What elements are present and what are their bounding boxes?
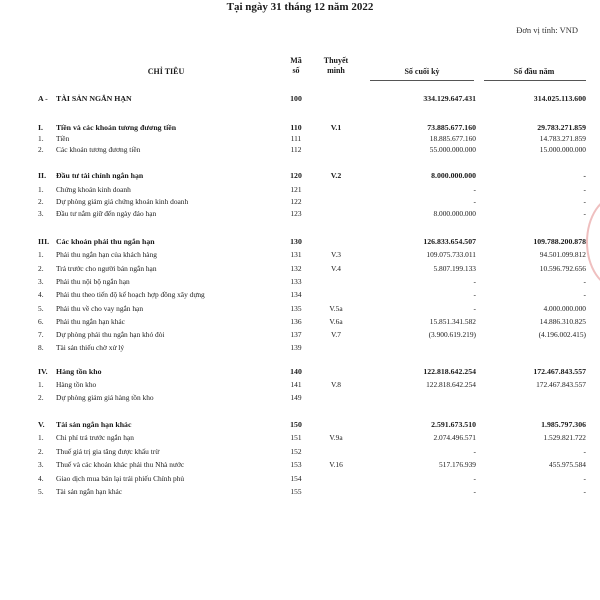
row-number: 3. xyxy=(38,277,44,286)
table-row xyxy=(0,432,600,443)
table-row xyxy=(0,473,600,484)
row-number: 2. xyxy=(38,393,44,402)
table-row xyxy=(0,196,600,207)
column-header-note-line2: minh xyxy=(327,65,345,75)
row-label: Tài sản ngắn hạn khác xyxy=(56,420,132,429)
row-end-value: 109.075.733.011 xyxy=(426,250,476,259)
row-label: Chứng khoán kinh doanh xyxy=(56,185,131,194)
row-code: 153 xyxy=(290,460,302,469)
column-header-code-line1: Mã xyxy=(290,56,302,65)
row-begin-value: 4.000.000.000 xyxy=(543,304,586,313)
row-end-value: (3.900.619.219) xyxy=(428,330,476,339)
row-code: 150 xyxy=(290,420,302,429)
row-end-value: 18.885.677.160 xyxy=(429,134,476,143)
row-end-value: - xyxy=(473,290,476,299)
row-number: 3. xyxy=(38,460,44,469)
row-begin-value: 10.596.792.656 xyxy=(539,264,586,273)
row-label: Thuế giá trị gia tăng được khấu trừ xyxy=(56,447,160,456)
row-begin-value: (4.196.002.415) xyxy=(538,330,586,339)
row-end-value: 2.591.673.510 xyxy=(431,420,476,429)
row-number: 1. xyxy=(38,250,44,259)
row-code: 100 xyxy=(290,94,302,103)
table-row xyxy=(0,329,600,340)
row-label: Đầu tư nắm giữ đến ngày đáo hạn xyxy=(56,209,157,218)
row-number: 5. xyxy=(38,487,44,496)
table-row xyxy=(0,144,600,155)
row-number: 7. xyxy=(38,330,44,339)
table-row xyxy=(0,133,600,144)
row-end-value: 122.818.642.254 xyxy=(423,367,476,376)
row-end-value: - xyxy=(473,197,476,206)
row-number: 2. xyxy=(38,145,44,154)
row-end-value: 2.074.496.571 xyxy=(433,433,476,442)
row-begin-value: 29.783.271.859 xyxy=(537,123,586,132)
row-note: V.7 xyxy=(331,330,341,339)
row-begin-value: 1.529.821.722 xyxy=(543,433,586,442)
table-row xyxy=(0,303,600,314)
row-number: 1. xyxy=(38,134,44,143)
row-code: 135 xyxy=(290,304,302,313)
row-code: 151 xyxy=(290,433,302,442)
row-code: 154 xyxy=(290,474,302,483)
row-number: 1. xyxy=(38,185,44,194)
row-number: 4. xyxy=(38,474,44,483)
row-number: 8. xyxy=(38,343,44,352)
row-code: 140 xyxy=(290,367,302,376)
row-number: V. xyxy=(38,420,45,429)
table-row xyxy=(0,342,600,353)
column-header-note xyxy=(316,56,356,75)
row-number: 2. xyxy=(38,197,44,206)
row-begin-value: - xyxy=(583,290,586,299)
row-number: 2. xyxy=(38,447,44,456)
row-code: 137 xyxy=(290,330,302,339)
row-note: V.9a xyxy=(329,433,343,442)
table-row xyxy=(0,170,600,181)
row-end-value: 5.807.199.133 xyxy=(433,264,476,273)
table-row xyxy=(0,263,600,274)
row-begin-value: 455.975.584 xyxy=(549,460,586,469)
row-label: Tiền xyxy=(56,134,70,143)
row-code: 155 xyxy=(290,487,302,496)
row-begin-value: 172.467.843.557 xyxy=(533,367,586,376)
column-header-code xyxy=(282,56,310,75)
table-row xyxy=(0,392,600,403)
row-label: Phải thu nội bộ ngắn hạn xyxy=(56,277,130,286)
row-label: Phải thu ngắn hạn khác xyxy=(56,317,125,326)
row-label: Dự phòng giảm giá chứng khoán kinh doanh xyxy=(56,197,189,206)
row-label: Phải thu về cho vay ngắn hạn xyxy=(56,304,144,313)
row-note: V.5a xyxy=(329,304,343,313)
row-label: Chi phí trả trước ngắn hạn xyxy=(56,433,134,442)
row-number: I. xyxy=(38,123,43,132)
row-end-value: - xyxy=(473,185,476,194)
row-number: III. xyxy=(38,237,50,246)
row-label: Tài sản ngắn hạn khác xyxy=(56,487,123,496)
row-label: Phải thu ngắn hạn của khách hàng xyxy=(56,250,157,259)
row-code: 130 xyxy=(290,237,302,246)
row-code: 112 xyxy=(290,145,302,154)
header-underline-begin xyxy=(484,80,586,81)
row-begin-value: - xyxy=(583,185,586,194)
row-code: 149 xyxy=(290,393,302,402)
header-underline-end xyxy=(370,80,474,81)
row-begin-value: - xyxy=(583,171,586,180)
row-note: V.4 xyxy=(331,264,341,273)
row-label: TÀI SẢN NGẮN HẠN xyxy=(56,94,132,103)
table-row xyxy=(0,236,600,247)
row-label: Thuế và các khoản khác phải thu Nhà nước xyxy=(56,460,185,469)
row-label: Trả trước cho người bán ngắn hạn xyxy=(56,264,157,273)
row-begin-value: 14.886.310.825 xyxy=(539,317,586,326)
row-code: 120 xyxy=(290,171,302,180)
row-end-value: 15.851.341.582 xyxy=(429,317,476,326)
row-end-value: 55.000.000.000 xyxy=(429,145,476,154)
row-end-value: - xyxy=(473,447,476,456)
report-date-heading: Tại ngày 31 tháng 12 năm 2022 xyxy=(226,1,374,13)
row-code: 131 xyxy=(290,250,302,259)
row-end-value: 517.176.939 xyxy=(439,460,476,469)
column-header-indicator: CHỈ TIÊU xyxy=(147,67,185,76)
row-code: 111 xyxy=(290,134,302,143)
currency-unit-note: Đơn vị tính: VND xyxy=(516,25,578,35)
row-code: 121 xyxy=(290,185,302,194)
row-label: Tài sản thiếu chờ xử lý xyxy=(56,343,125,352)
row-label: Các khoản phải thu ngắn hạn xyxy=(56,237,155,246)
row-label: Đầu tư tài chính ngắn hạn xyxy=(56,171,144,180)
row-code: 122 xyxy=(290,197,302,206)
row-code: 123 xyxy=(290,209,302,218)
row-begin-value: - xyxy=(583,197,586,206)
table-row xyxy=(0,184,600,195)
table-row xyxy=(0,486,600,497)
row-number: 3. xyxy=(38,209,44,218)
row-number: IV. xyxy=(38,367,48,376)
row-note: V.3 xyxy=(331,250,341,259)
row-code: 141 xyxy=(290,380,302,389)
row-number: 6. xyxy=(38,317,44,326)
table-row xyxy=(0,446,600,457)
row-number: 2. xyxy=(38,264,44,273)
table-row xyxy=(0,366,600,377)
row-end-value: 8.000.000.000 xyxy=(433,209,476,218)
row-end-value: - xyxy=(473,277,476,286)
row-label: Hàng tồn kho xyxy=(56,367,102,376)
table-row xyxy=(0,316,600,327)
column-header-code-line2: số xyxy=(292,65,300,75)
table-row xyxy=(0,419,600,430)
row-label: Hàng tồn kho xyxy=(56,380,97,389)
row-number: 1. xyxy=(38,380,44,389)
row-label: Tiền và các khoản tương đương tiền xyxy=(56,123,177,132)
row-end-value: 126.833.654.507 xyxy=(423,237,476,246)
row-label: Phải thu theo tiến độ kế hoạch hợp đồng xây dựng xyxy=(56,290,205,299)
row-number: II. xyxy=(38,171,47,180)
row-begin-value: 314.025.113.600 xyxy=(533,94,586,103)
row-end-value: 122.818.642.254 xyxy=(426,380,476,389)
row-note: V.6a xyxy=(329,317,343,326)
table-row xyxy=(0,379,600,390)
row-begin-value: 172.467.843.557 xyxy=(536,380,586,389)
row-code: 152 xyxy=(290,447,302,456)
row-begin-value: 15.000.000.000 xyxy=(539,145,586,154)
table-row xyxy=(0,249,600,260)
row-begin-value: - xyxy=(583,277,586,286)
row-begin-value: - xyxy=(583,474,586,483)
row-begin-value: - xyxy=(583,487,586,496)
row-number: 1. xyxy=(38,433,44,442)
row-number: A - xyxy=(38,94,48,103)
row-end-value: 334.129.647.431 xyxy=(423,94,476,103)
column-header-begin-year: Số đầu năm xyxy=(513,67,555,76)
row-begin-value: - xyxy=(583,447,586,456)
row-begin-value: 109.788.200.878 xyxy=(533,237,586,246)
row-label: Dự phòng giảm giá hàng tồn kho xyxy=(56,393,154,402)
row-end-value: 73.885.677.160 xyxy=(427,123,476,132)
table-row xyxy=(0,459,600,470)
row-begin-value: - xyxy=(583,209,586,218)
table-row xyxy=(0,289,600,300)
row-label: Dự phòng phải thu ngắn hạn khó đòi xyxy=(56,330,165,339)
row-code: 136 xyxy=(290,317,302,326)
row-end-value: - xyxy=(473,474,476,483)
row-code: 139 xyxy=(290,343,302,352)
row-note: V.2 xyxy=(330,171,342,180)
row-label: Giao dịch mua bán lại trái phiếu Chính phủ xyxy=(56,474,185,483)
row-code: 134 xyxy=(290,290,302,299)
row-note: V.16 xyxy=(329,460,343,469)
table-row xyxy=(0,208,600,219)
row-begin-value: 1.985.797.306 xyxy=(541,420,586,429)
row-number: 4. xyxy=(38,290,44,299)
row-note: V.8 xyxy=(331,380,341,389)
row-begin-value: 14.783.271.859 xyxy=(539,134,586,143)
table-row xyxy=(0,93,600,104)
row-code: 133 xyxy=(290,277,302,286)
row-end-value: 8.000.000.000 xyxy=(431,171,476,180)
row-end-value: - xyxy=(473,487,476,496)
row-code: 132 xyxy=(290,264,302,273)
row-note: V.1 xyxy=(330,123,342,132)
column-header-note-line1: Thuyết xyxy=(323,56,349,65)
row-number: 5. xyxy=(38,304,44,313)
row-label: Các khoản tương đương tiền xyxy=(56,145,141,154)
table-row xyxy=(0,122,600,133)
row-code: 110 xyxy=(290,123,302,132)
row-end-value: - xyxy=(473,304,476,313)
row-begin-value: 94.501.099.812 xyxy=(539,250,586,259)
table-row xyxy=(0,276,600,287)
column-header-end-period: Số cuối kỳ xyxy=(404,67,440,76)
